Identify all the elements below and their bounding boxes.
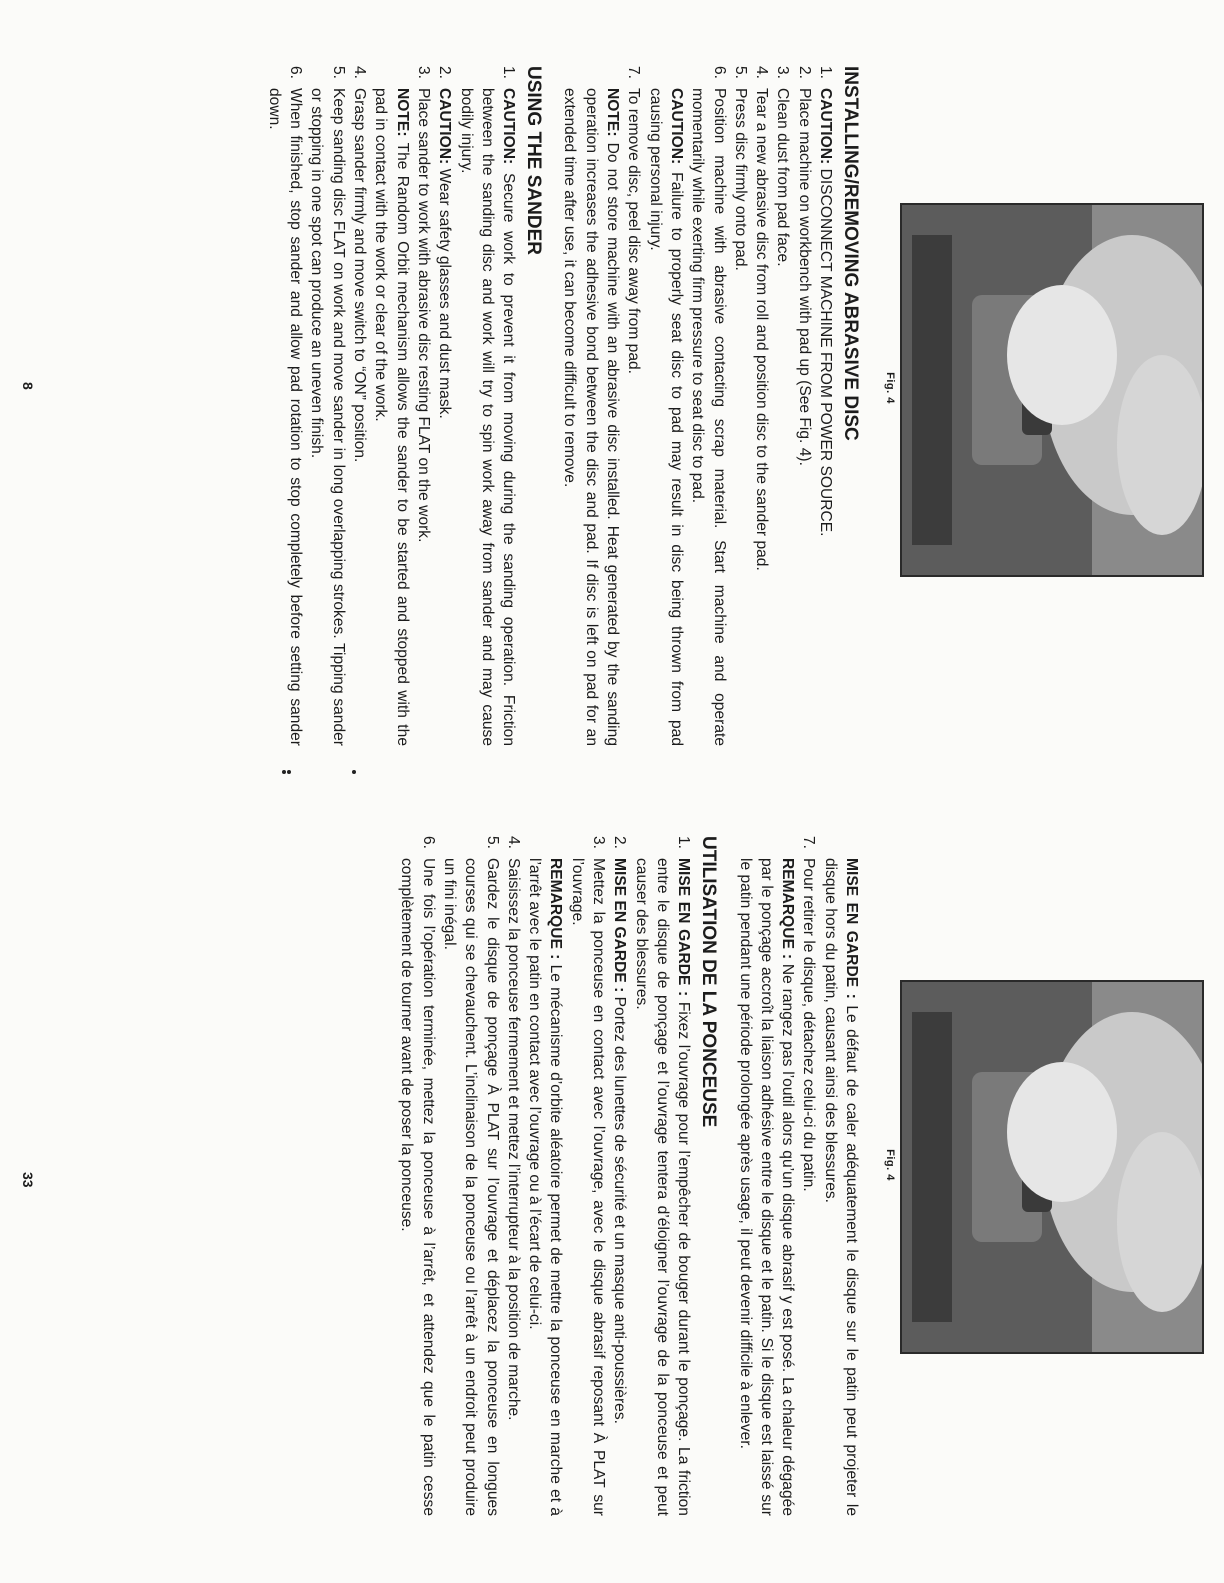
page-number: 8 bbox=[20, 382, 36, 390]
list-item: 5. Keep sanding disc FLAT on work and move sander in long overlapping strokes. Tipping sander or stopping in one spot can produce an uneven finish. bbox=[308, 66, 347, 746]
list-item: 3. Mettez la ponceuse en contact avec l’ouvrage, avec le disque abrasif reposant À PLAT sur l’ouvrage. bbox=[568, 836, 608, 1516]
french-page bbox=[0, 790, 1224, 1583]
english-page bbox=[0, 0, 1224, 790]
list-item: 4. Saisissez la ponceuse fermement et mettez l’interrupteur à la position de marche. bbox=[504, 836, 522, 1421]
list-item: 7. To remove disc, peel disc away from pad. bbox=[625, 66, 643, 375]
note: REMARQUE : Ne rangez pas l’outil alors qu’un disque abrasif y est posé. La chaleur dégagée par le ponçage accroît la liaison adhésive entre le disque et le patin. Si le disque est laissé sur le patin pendant une période prolongée après usage, il peut devenir difficile à enlever. bbox=[736, 858, 797, 1516]
installing-heading: INSTALLING/REMOVING ABRASIVE DISC bbox=[840, 66, 861, 441]
list-item: 4. Tear a new abrasive disc from roll and position disc to the sander pad. bbox=[753, 66, 771, 571]
scan-speck bbox=[282, 770, 286, 774]
note: REMARQUE : Le mécanisme d’orbite aléatoire permet de mettre la ponceuse en marche et à l’arrêt avec le patin en contact avec l’ouvrage ou à l’écart de celui-ci. bbox=[526, 858, 565, 1516]
list-item: 6. When finished, stop sander and allow pad rotation to stop completely before setting sander down. bbox=[265, 66, 305, 746]
list-item: 2. CAUTION: Wear safety glasses and dust mask. bbox=[436, 66, 454, 419]
list-item: 6. Une fois l’opération terminée, mettez la ponceuse à l’arrêt, et attendez que le patin cesse complètement de tourner avant de poser la ponceuse. bbox=[398, 836, 437, 1516]
sander-photo-illustration bbox=[902, 982, 1202, 1352]
note: NOTE: The Random Orbit mechanism allows the sander to be started and stopped with the pad in contact with the work or clear of the work. bbox=[372, 88, 411, 746]
list-item: 4. Grasp sander firmly and move switch to “ON” position. bbox=[351, 66, 369, 463]
utilisation-heading: UTILISATION DE LA PONCEUSE bbox=[698, 836, 720, 1128]
list-item: 5. Gardez le disque de ponçage À PLAT sur l’ouvrage et déplacez la ponceuse en longues courses qui se chevauchent. L’inclinaison de la ponceuse ou l’arrêt à un endroit peut produire un fini inégal. bbox=[440, 836, 501, 1516]
list-item: 1. CAUTION: DISCONNECT MACHINE FROM POWER SOURCE. bbox=[817, 66, 834, 537]
caution-note: CAUTION: Failure to properly seat disc to pad may result in disc being thrown from pad causing personal injury. bbox=[646, 88, 685, 746]
list-item: 3. Place sander to work with abrasive disc resting FLAT on the work. bbox=[414, 66, 432, 543]
list-item: 1. CAUTION: Secure work to prevent it from moving during the sanding operation. Friction between the sanding disc and work will try to spin work away from sander and may cause bodily injury. bbox=[457, 66, 518, 746]
figure-4-photo-right bbox=[900, 980, 1204, 1354]
figure-4-photo-left bbox=[900, 203, 1204, 577]
note: NOTE: Do not store machine with an abrasive disc installed. Heat generated by the sanding operation increases the adhesive bond between the disc and pad. If disc is left on pad for an extended time after use, it can become difficult to remove. bbox=[561, 88, 622, 746]
scan-speck bbox=[287, 770, 291, 774]
list-item: 7. Pour retirer le disque, détachez celui-ci du patin. bbox=[800, 836, 818, 1192]
english-text-column bbox=[264, 66, 862, 746]
list-item: 2. MISE EN GARDE : Portez des lunettes de sécurité et un masque anti-poussières. bbox=[611, 836, 629, 1424]
list-item: 2. Place machine on workbench with pad up (See Fig. 4). bbox=[795, 66, 813, 466]
french-text-column bbox=[396, 836, 862, 1516]
using-heading: USING THE SANDER bbox=[523, 66, 545, 255]
caution-note: MISE EN GARDE : Le défaut de caler adéquatement le disque sur le patin peut projeter le disque hors du patin, causant ainsi des blessures. bbox=[821, 858, 860, 1516]
figure-caption: Fig. 4 bbox=[884, 372, 896, 404]
sander-photo-illustration bbox=[902, 205, 1202, 575]
figure-caption: Fig. 4 bbox=[884, 1149, 896, 1181]
scan-speck bbox=[352, 770, 356, 774]
list-item: 3. Clean dust from pad face. bbox=[774, 66, 792, 267]
list-item: 6. Position machine with abrasive contacting scrap material. Start machine and operate momentarily while exerting firm pressure to seat disc to pad. bbox=[689, 66, 728, 746]
list-item: 1. MISE EN GARDE : Fixez l’ouvrage pour l’empêcher de bouger durant le ponçage. La friction entre le disque de ponçage et l’ouvrage tentera d’éloigner l’ouvrage de la ponceuse et peut causer des blessures. bbox=[632, 836, 693, 1516]
list-item: 5. Press disc firmly onto pad. bbox=[731, 66, 749, 271]
page-number: 33 bbox=[20, 1172, 36, 1188]
